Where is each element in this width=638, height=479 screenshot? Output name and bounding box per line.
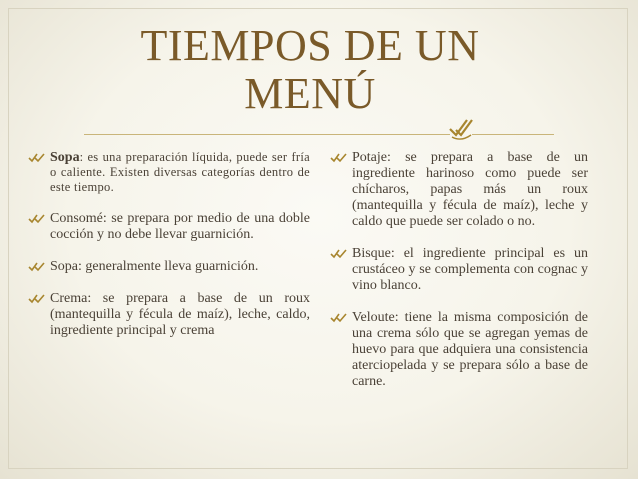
double-checkmark-bullet-icon	[28, 152, 46, 164]
list-item-sopa	[28, 259, 310, 275]
title-divider-right	[472, 134, 554, 135]
list-item-potaje	[330, 150, 588, 230]
item-text: Consomé: se prepara por medio de una doble cocción y no debe llevar guarnición.	[50, 211, 310, 242]
title-line-2: MENÚ	[244, 69, 376, 118]
list-item-sopa-intro	[28, 150, 310, 195]
title-divider-left	[84, 134, 450, 135]
double-checkmark-bullet-icon	[28, 213, 46, 225]
item-text: Potaje: se prepara a base de un ingrediente harinoso como puede ser chícharos, papas más un roux (mantequilla y fécula de maíz), leche y caldo que puede ser colado o no.	[352, 150, 588, 229]
list-item-consome	[28, 211, 310, 243]
left-column	[28, 150, 310, 355]
list-item-veloute	[330, 310, 588, 390]
title-line-1: TIEMPOS DE UN	[140, 21, 480, 70]
double-checkmark-bullet-icon	[28, 261, 46, 273]
item-text: Sopa: generalmente lleva guarnición.	[50, 259, 259, 274]
item-text: Crema: se prepara a base de un roux (mantequilla y fécula de maíz), leche, caldo, ingrediente principal y crema	[50, 291, 310, 338]
list-item-bisque	[330, 246, 588, 294]
slide-title	[60, 22, 560, 118]
double-checkmark-ornament-icon	[447, 115, 475, 143]
item-text: Bisque: el ingrediente principal es un crustáceo y se complementa con cognac y vino blanco.	[352, 246, 588, 293]
item-text: Veloute: tiene la misma composición de una crema sólo que se agregan yemas de huevo para que adquiera una consistencia aterciopelada y se prepara sólo a base de carne.	[352, 310, 588, 389]
right-column	[330, 150, 588, 406]
double-checkmark-bullet-icon	[330, 312, 348, 324]
list-item-crema	[28, 291, 310, 339]
double-checkmark-bullet-icon	[28, 293, 46, 305]
double-checkmark-bullet-icon	[330, 152, 348, 164]
double-checkmark-bullet-icon	[330, 248, 348, 260]
term-sopa: Sopa	[50, 150, 80, 165]
item-text: : es una preparación líquida, puede ser fría o caliente. Existen diversas categorías dentro de este tiempo.	[50, 150, 310, 194]
